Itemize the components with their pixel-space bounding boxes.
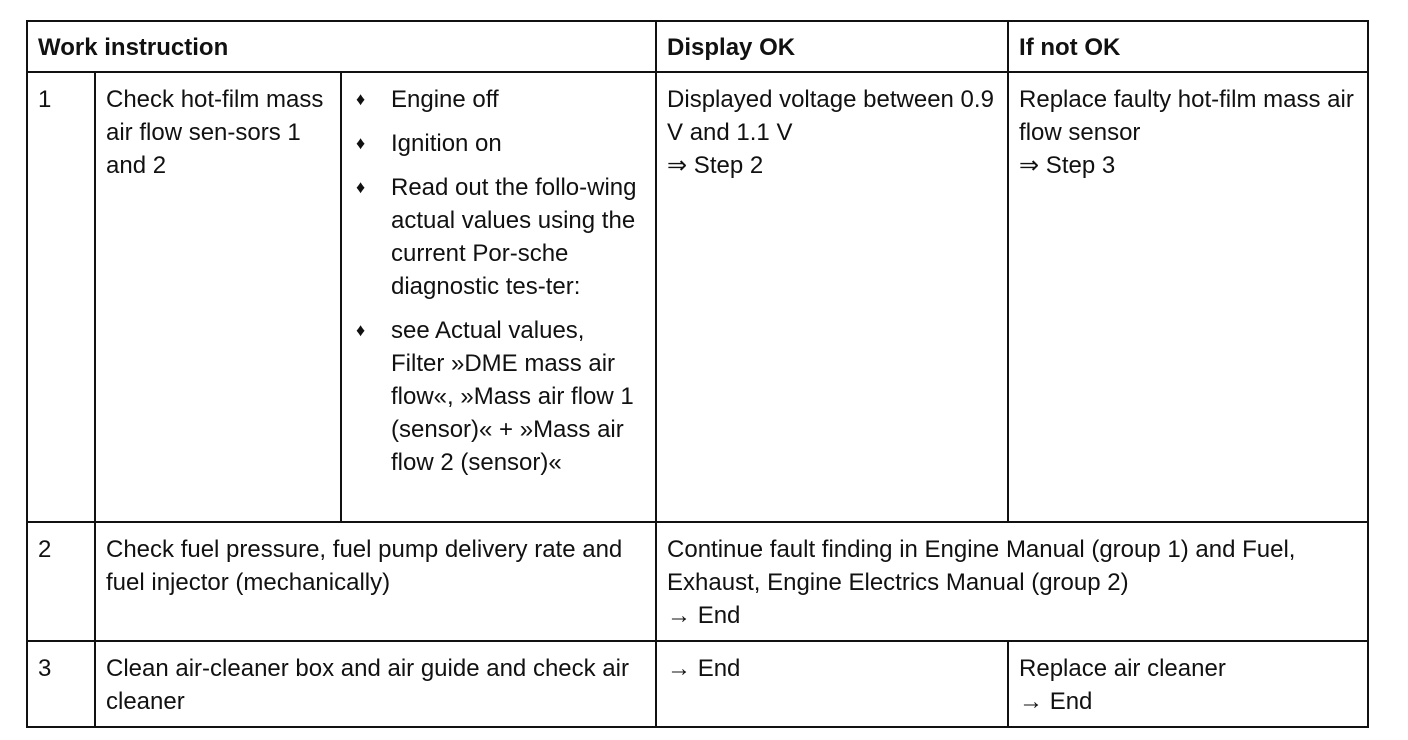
- result-cell: [656, 522, 1368, 641]
- result-text: Continue fault finding in Engine Manual (group 1) and Fuel, Exhaust, Engine Electrics Manual (group 2): [667, 536, 1296, 596]
- if-not-ok-text: Replace air cleaner: [1019, 655, 1226, 682]
- if-not-ok-text: Replace faulty hot-film mass air flow sensor: [1019, 86, 1354, 146]
- if-not-ok-cell: [1008, 72, 1368, 522]
- display-ok-text: Displayed voltage between 0.9 V and 1.1 V: [667, 86, 994, 146]
- table-header-row: [27, 21, 1368, 72]
- task-text: Check hot-film mass air flow sen-sors 1 and 2: [95, 72, 341, 522]
- table-row-step-3: [27, 641, 1368, 727]
- diamond-bullet-icon: ♦: [356, 320, 366, 340]
- list-item: ♦ Read out the follo-wing actual values using the current Por-sche diagnostic tes-ter:: [352, 171, 643, 303]
- list-item: ♦ Engine off: [352, 83, 643, 116]
- list-item: ♦ Ignition on: [352, 127, 643, 160]
- task-text: Clean air-cleaner box and air guide and check air cleaner: [95, 641, 656, 727]
- if-not-ok-next-step: → End: [1019, 688, 1093, 715]
- display-ok-next-step: ⇒ Step 2: [667, 152, 764, 179]
- header-work-instruction: Work instruction: [27, 21, 656, 72]
- bullet-list-cell: [341, 72, 656, 522]
- diamond-bullet-icon: ♦: [356, 89, 366, 109]
- task-text: Check fuel pressure, fuel pump delivery rate and fuel injector (mechanically): [95, 522, 656, 641]
- list-item: ♦ see Actual values, Filter »DME mass air flow«, »Mass air flow 1 (sensor)« + »Mass air flow 2 (sensor)«: [352, 314, 643, 479]
- bullet-list: [352, 83, 643, 479]
- step-number: 1: [27, 72, 95, 522]
- header-display-ok: Display OK: [656, 21, 1008, 72]
- work-instruction-table: [26, 20, 1369, 728]
- step-number: 3: [27, 641, 95, 727]
- display-ok-cell: [656, 641, 1008, 727]
- diamond-bullet-icon: ♦: [356, 177, 366, 197]
- display-ok-cell: [656, 72, 1008, 522]
- header-if-not-ok: If not OK: [1008, 21, 1368, 72]
- if-not-ok-cell: [1008, 641, 1368, 727]
- display-ok-next-step: → End: [667, 655, 741, 682]
- result-next-step: → End: [667, 602, 741, 629]
- table-row-step-2: [27, 522, 1368, 641]
- diamond-bullet-icon: ♦: [356, 133, 366, 153]
- table-row-step-1: [27, 72, 1368, 522]
- step-number: 2: [27, 522, 95, 641]
- if-not-ok-next-step: ⇒ Step 3: [1019, 152, 1116, 179]
